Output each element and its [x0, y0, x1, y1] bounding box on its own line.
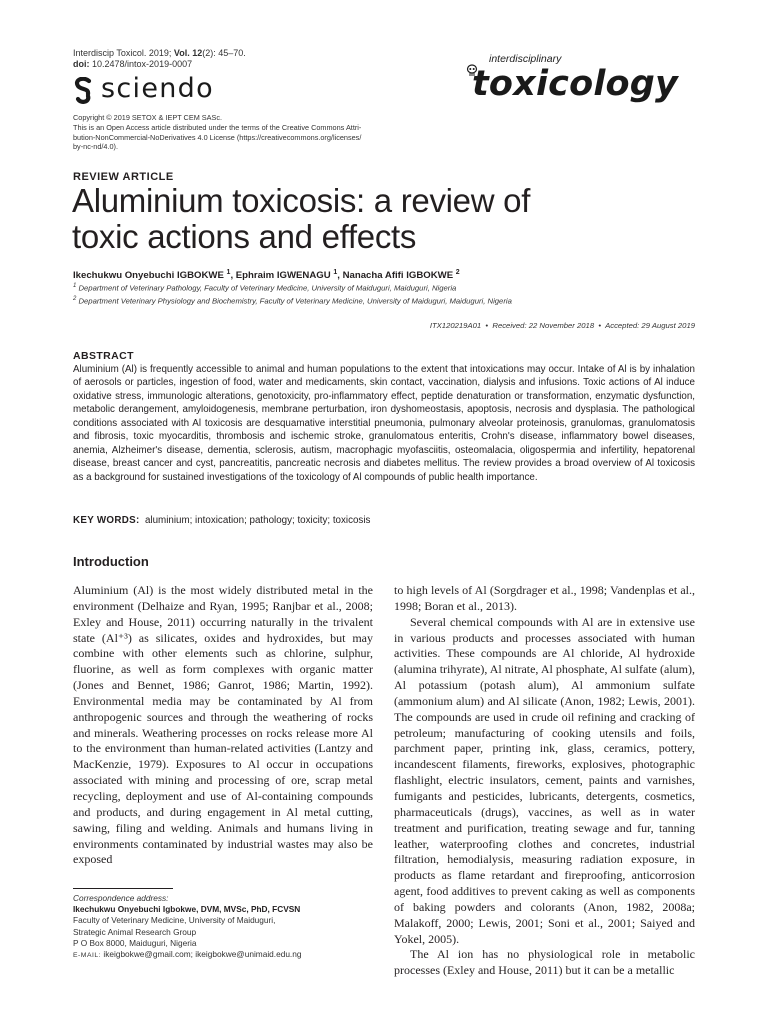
email-link[interactable]: ikeigbokwe@gmail.com; ikeigbokwe@unimaid.edu.ng [103, 949, 302, 960]
citation-line [73, 48, 246, 59]
affiliation-text: Department Veterinary Physiology and Biochemistry, Faculty of Veterinary Medicine, University of Maiduguri, Maiduguri, Nigeria [78, 296, 512, 306]
section-heading-introduction: Introduction [73, 554, 149, 569]
affiliation [73, 296, 512, 306]
correspondence-label: Correspondence address: [73, 893, 169, 903]
publisher-name: sciendo [101, 73, 214, 104]
affiliation-number: 2 [73, 296, 77, 302]
affiliation-number: 1 [73, 283, 77, 289]
license-line: bution-NonCommercial-NoDerivatives 4.0 License (https://creativecommons.org/licenses/ [73, 132, 362, 142]
body-paragraph: to high levels of Al (Sorgdrager et al., 1998; Vandenplas et al., 1998; Boran et al., 2013). [394, 583, 695, 613]
citation-pages: (2): 45–70. [202, 48, 246, 58]
citation-block [73, 48, 246, 70]
license-line: by-nc-nd/4.0). [73, 142, 119, 152]
journal-logo-pre: interdisciplinary [489, 53, 562, 65]
author-affil-ref: 2 [455, 269, 460, 276]
author-affil-ref: 1 [226, 269, 231, 276]
affiliation [73, 283, 456, 293]
body-paragraph: Several chemical compounds with Al are in extensive use in various products and processes associated with human activities. These compounds are Al chloride, Al hydroxide (alumina trihyrate), Al nitrate, Al phosphate, Al sulfate (alum), Al potassium (potash alum), Al ammonium sulfate (ammonium alum) and Al silicate (Anon, 1982; Lewis, 2001). The compounds are used in crude oil refining and cracking of petroleum; manufacturing of cooking utensils and foils, parchment paper, printing ink, glass, ceramics, pottery, incandescent filaments, fireworks, explosives, photographic flashlight, electric insulators, cement, paints and varnishes, fumigants and pesticides, lubricants, detergents, cosmetics, pharmaceuticals (drugs), vaccines, as well as in water treatment and purification, treating sewage and fur, tanning leather, waterproofing clothes and concretes, industrial filtration, hemodialysis, measuring radiation exposure, in products as flame retardant and fireproofing, anticorrosion agent, food additives to prevent caking as well as components of baking powders and colorants (Anon, 1982, 2008a; Malakoff, 2000; Lewis, 2001; Soni et al., 2001; Saiyed and Yokel, 2005). [394, 614, 695, 946]
correspondence-address-line: P O Box 8000, Maiduguri, Nigeria [73, 937, 197, 948]
correspondence-address-line: Strategic Animal Research Group [73, 926, 197, 937]
received-date: Received: 22 November 2018 [492, 321, 595, 330]
body-column-left [73, 583, 373, 868]
body-column-right [394, 583, 695, 979]
accepted-date: Accepted: 29 August 2019 [605, 321, 695, 330]
sciendo-logo-icon [73, 77, 95, 105]
title-line: Aluminium toxicosis: a review of [72, 182, 531, 219]
bullet: • [485, 321, 489, 330]
footnote-divider [73, 888, 173, 889]
article-id: ITX120219A01 [429, 321, 482, 330]
article-type: REVIEW ARTICLE [73, 171, 174, 183]
correspondence-block [73, 893, 301, 961]
author-affil-ref: 1 [333, 269, 338, 276]
author-name: Ephraim IGWENAGU [235, 270, 331, 282]
correspondence-address-line: Faculty of Veterinary Medicine, University of Maiduguri, [73, 915, 276, 926]
title-line: toxic actions and effects [72, 218, 417, 255]
doi-link[interactable]: 10.2478/intox-2019-0007 [92, 59, 193, 69]
email-label: E-MAIL: [73, 952, 102, 960]
correspondence-email-line [73, 949, 301, 961]
doi-label: doi: [73, 59, 90, 69]
author-name: Ikechukwu Onyebuchi IGBOKWE [73, 270, 224, 282]
keywords [73, 515, 370, 526]
citation-journal: Interdiscip Toxicol. 2019; [73, 48, 172, 58]
body-paragraph: The Al ion has no physiological role in metabolic processes (Exley and House, 2011) but it can be a metallic [394, 947, 695, 978]
copyright-block [73, 113, 373, 152]
doi-line [73, 59, 246, 70]
journal-logo-main: toxicology [472, 64, 679, 104]
abstract-text: Aluminium (Al) is frequently accessible to animal and human populations to the extent that intoxications may occur. Intake of Al is by inhalation of aerosols or particles, ingestion of food, water and medicaments, skin contact, vaccination, dialysis and infusions. Toxic actions of Al induce oxidative stress, immunologic alterations, genotoxicity, pro-inflammatory effect, peptide denaturation or transformation, enzymatic dysfunction, metabolic derangement, amyloidogenesis, membrane perturbation, iron dyshomeostasis, apoptosis, necrosis and dysplasia. The pathological conditions associated with Al toxicosis are desquamative interstitial pneumonia, pulmonary alveolar proteinosis, granulomas, granulomatosis and fibrosis, toxic myocarditis, thrombosis and ischemic stroke, granulomatous enteritis, Crohn's disease, inflammatory bowel diseases, anemia, Alzheimer's disease, dementia, sclerosis, autism, macrophagic myofasciitis, osteomalacia, oligospermia and infertility, hepatorenal disease, breast cancer and cyst, pancreatitis, pancreatic necrosis and diabetes mellitus. The review provides a broad overview of Al toxicosis as a background for sustained investigations of the toxicology of Al compounds of public health importance. [73, 364, 695, 483]
article-dates [430, 321, 695, 330]
journal-logo [466, 50, 696, 110]
citation-volume: Vol. 12 [173, 48, 203, 58]
license-line: This is an Open Access article distributed under the terms of the Creative Commons Attri- [73, 122, 362, 132]
author-list: Ikechukwu Onyebuchi IGBOKWE $^1$, Ephraim IGWENAGU $^1$, Nanacha Afifi IGBOKWE $^2$ [73, 269, 460, 282]
bullet: • [598, 321, 602, 330]
body-paragraph: Aluminium (Al) is the most widely distributed metal in the environment (Delhaize and Ryan, 1995; Ranjbar et al., 2008; Exley and House, 2011) occurring naturally in the trivalent state (Al⁺³) as silicates, oxides and hydroxides, but may combine with other elements such as chlorine, sulphur, fluorine, as well as form complexes with organic matter (Jones and Bennet, 1986; Ganrot, 1986; Martin, 1992). Environmental media may be contaminated by Al from anthropogenic sources and through the weathering of rocks and minerals. Weathering processes on rocks release more Al to the environment than human-related activities (Lantzy and MacKenzie, 1979). Exposures to Al occur in occupations associated with mining and processing of ore, scrap metal recycling, deployment and use of Al-containing compounds and products, and during engagement in Al metal cutting, sawing, filing and welding. Animals and humans living in environments contaminated by industrial wastes may also be exposed [73, 583, 373, 867]
author-name: Nanacha Afifi IGBOKWE [342, 270, 454, 282]
affiliation-text: Department of Veterinary Pathology, Faculty of Veterinary Medicine, University of Maiduguri, Maiduguri, Nigeria [78, 283, 457, 293]
keywords-list: aluminium; intoxication; pathology; toxicity; toxicosis [144, 515, 371, 526]
correspondence-name: Ikechukwu Onyebuchi Igbokwe, DVM, MVSc, PhD, FCVSN [73, 904, 301, 915]
keywords-label: KEY WORDS: [73, 515, 140, 526]
abstract-heading: ABSTRACT [73, 350, 134, 362]
copyright-line: Copyright © 2019 SETOX & IEPT CEM SASc. [73, 113, 223, 122]
article-title [72, 183, 672, 255]
